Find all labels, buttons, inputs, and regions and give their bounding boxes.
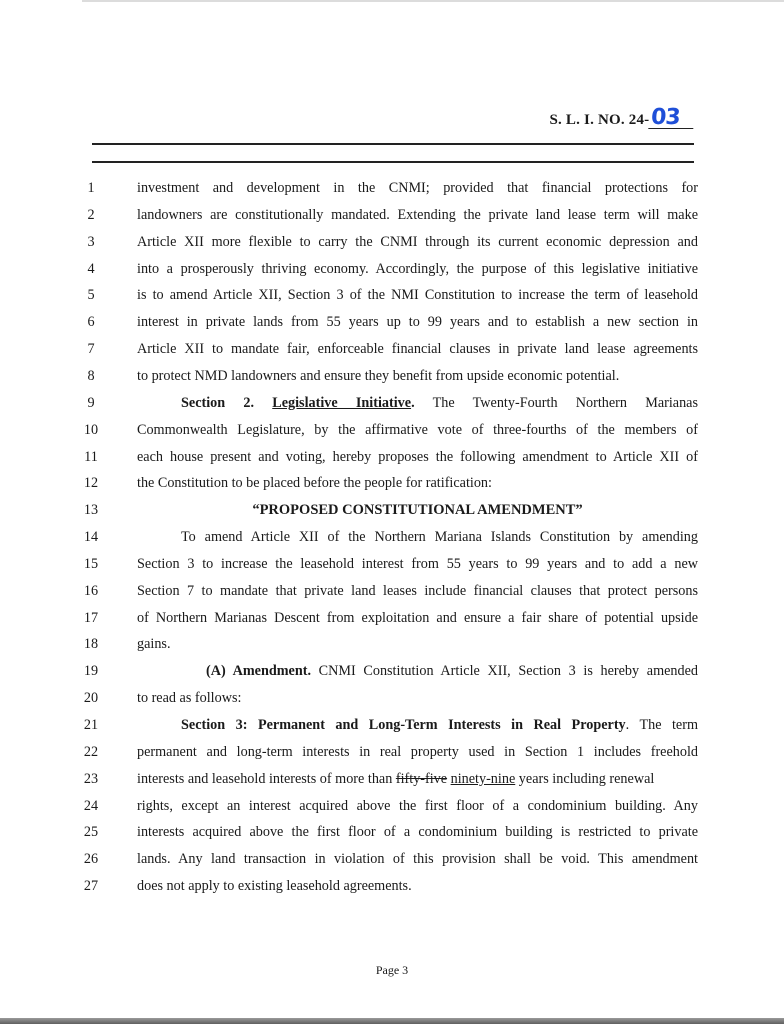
line-number: 12 [83, 475, 99, 492]
line-text: Section 7 to mandate that private land leases include financial clauses that protect persons [137, 582, 698, 599]
section-2-heading: Section 2. [181, 394, 255, 411]
line-number: 21 [83, 717, 99, 733]
line-text [137, 767, 698, 791]
line-3 [0, 230, 784, 254]
line-text-end: years including renewal [515, 770, 655, 787]
bill-number-handwritten: 03 [649, 108, 695, 129]
line-text [137, 391, 698, 415]
line-text: Commonwealth Legislature, by the affirmative vote of three-fourths of the members of [137, 421, 698, 438]
line-8 [0, 364, 784, 388]
bill-number-header [549, 105, 694, 130]
header-rule-bottom [92, 161, 694, 163]
line-19 [0, 659, 784, 683]
line-number: 13 [83, 502, 99, 519]
line-22 [0, 740, 784, 764]
line-number: 4 [87, 260, 95, 277]
line-number: 2 [87, 206, 95, 223]
line-number: 22 [83, 743, 99, 760]
line-number: 7 [87, 341, 95, 358]
line-15 [0, 552, 784, 576]
line-text: of Northern Marianas Descent from exploitation and ensure a fair share of potential upside [137, 609, 698, 626]
line-text: into a prosperously thriving economy. Accordingly, the purpose of this legislative initiative [137, 260, 698, 277]
line-number: 23 [83, 770, 99, 787]
line-number: 11 [84, 448, 98, 465]
line-number: 5 [87, 287, 95, 304]
heading-period: . [411, 394, 415, 411]
line-number: 20 [83, 690, 99, 707]
page-number: Page 3 [375, 963, 409, 977]
line-10 [0, 418, 784, 442]
line-23 [0, 767, 784, 791]
line-7 [0, 337, 784, 361]
line-1 [0, 176, 784, 200]
line-text-rest: . The term [625, 717, 698, 733]
line-13 [0, 498, 784, 522]
line-text: does not apply to existing leasehold agreements. [137, 878, 412, 895]
line-text: gains. [137, 636, 171, 653]
line-text: investment and development in the CNMI; provided that financial protections for [137, 180, 698, 196]
line-text: rights, except an interest acquired above the first floor of a condominium building. Any [137, 797, 698, 814]
line-text-rest: The Twenty-Fourth Northern Marianas [432, 394, 698, 411]
line-14 [0, 525, 784, 549]
line-12 [0, 471, 784, 495]
line-text: To amend Article XII of the Northern Mariana Islands Constitution by amending [181, 529, 698, 546]
deleted-text: fifty-five [395, 770, 448, 787]
line-text: each house present and voting, hereby proposes the following amendment to Article XII of [137, 448, 698, 465]
line-text: Article XII to mandate fair, enforceable financial clauses in private land lease agreements [137, 341, 698, 358]
line-text: to read as follows: [137, 690, 242, 707]
line-6 [0, 310, 784, 334]
proposed-amendment-title: “PROPOSED CONSTITUTIONAL AMENDMENT” [252, 502, 583, 519]
line-number: 27 [83, 878, 99, 895]
line-text: to protect NMD landowners and ensure they benefit from upside economic potential. [137, 367, 620, 384]
line-text: is to amend Article XII, Section 3 of the NMI Constitution to increase the term of leasehold [137, 287, 698, 304]
line-number: 19 [83, 663, 99, 680]
line-text-start: interests and leasehold interests of more than [137, 770, 396, 787]
line-number: 25 [83, 824, 99, 841]
line-number: 10 [83, 421, 99, 438]
line-text [206, 659, 698, 683]
line-27 [0, 874, 784, 898]
line-number: 15 [83, 555, 99, 572]
line-text-rest: CNMI Constitution Article XII, Section 3 is hereby amended [311, 663, 698, 680]
line-text: the Constitution to be placed before the people for ratification: [137, 475, 492, 492]
line-text: landowners are constitutionally mandated. Extending the private land lease term will make [137, 206, 698, 223]
line-number: 9 [87, 394, 95, 411]
line-text [137, 713, 698, 737]
line-20 [0, 686, 784, 710]
legislative-initiative-heading: Legislative Initiative [272, 394, 412, 411]
line-9 [0, 391, 784, 415]
line-number: 14 [83, 529, 99, 546]
line-text: lands. Any land transaction in violation of this provision shall be void. This amendment [137, 851, 698, 868]
line-number: 1 [87, 180, 95, 196]
line-24 [0, 794, 784, 818]
line-21 [0, 713, 784, 737]
line-2 [0, 203, 784, 227]
line-number: 24 [83, 797, 99, 814]
line-number: 6 [87, 314, 95, 331]
scan-bottom-edge [0, 1018, 784, 1024]
line-text: permanent and long-term interests in real property used in Section 1 includes freehold [137, 743, 698, 760]
line-number: 18 [83, 636, 99, 653]
line-text: interest in private lands from 55 years up to 99 years and to establish a new section in [137, 314, 698, 331]
bill-number-prefix: S. L. I. NO. 24- [549, 112, 650, 128]
line-number: 16 [83, 582, 99, 599]
scan-top-edge [82, 0, 784, 2]
inserted-text: ninety-nine [450, 770, 516, 787]
line-5 [0, 283, 784, 307]
line-16 [0, 579, 784, 603]
line-text: interests acquired above the first floor of a condominium building is restricted to private [137, 824, 698, 841]
line-number: 8 [87, 367, 95, 384]
amendment-a-heading: (A) Amendment. [206, 663, 311, 680]
line-18 [0, 632, 784, 656]
header-rule-top [92, 143, 694, 145]
line-26 [0, 847, 784, 871]
line-number: 26 [83, 851, 99, 868]
line-25 [0, 820, 784, 844]
line-number: 3 [87, 233, 95, 250]
line-text: Article XII more flexible to carry the CNMI through its current economic depression and [137, 233, 698, 250]
line-4 [0, 257, 784, 281]
section-3-heading: Section 3: Permanent and Long-Term Interests in Real Property [181, 717, 626, 733]
line-text: Section 3 to increase the leasehold interest from 55 years to 99 years and to add a new [137, 555, 698, 572]
line-11 [0, 445, 784, 469]
line-17 [0, 606, 784, 630]
line-number: 17 [83, 609, 99, 626]
